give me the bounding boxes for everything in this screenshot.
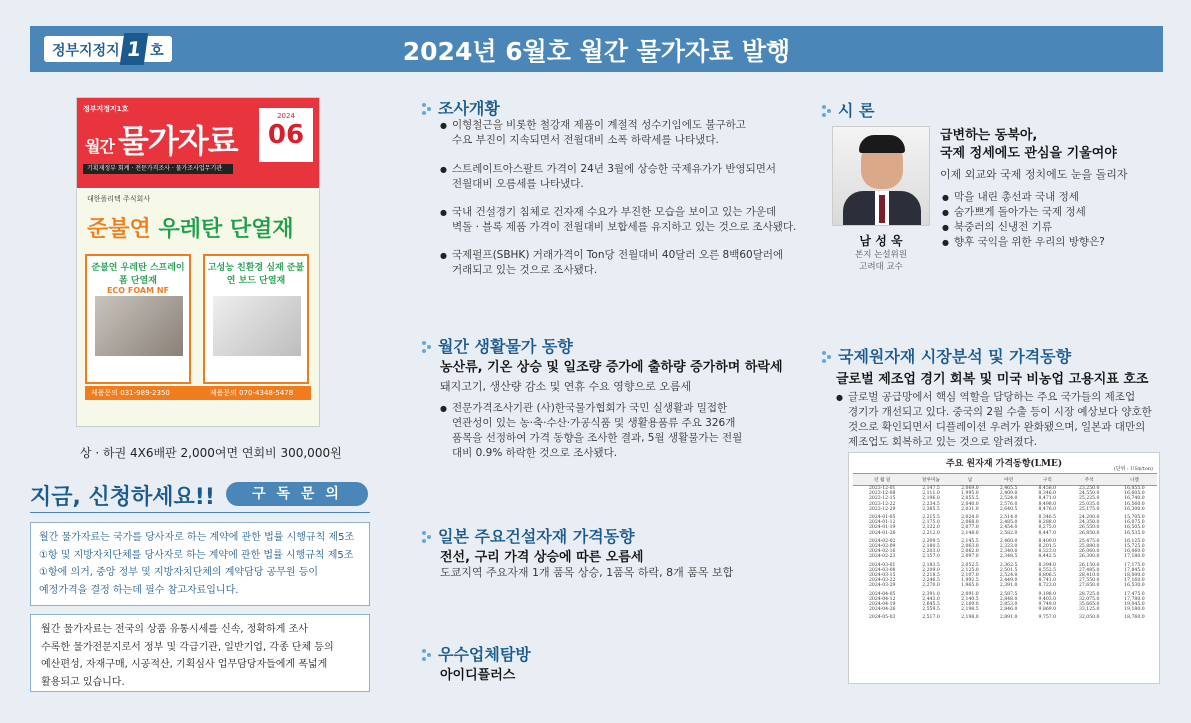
table-cell: 32,050.0 xyxy=(1079,615,1100,621)
table-cell: 2,582.0 xyxy=(999,530,1018,536)
table-cell: 2,645.5 xyxy=(922,602,940,608)
table-cell: 2,097.0 xyxy=(961,554,979,560)
ad-product-box-1 xyxy=(85,254,191,384)
living-item-line: ● 전문가격조사기관 (사)한국물가협회가 국민 실생활과 밀접한 xyxy=(452,402,728,414)
intl-subtitle: 글로벌 제조업 경기 회복 및 미국 비농업 고용지표 호조 xyxy=(836,372,1149,387)
table-cell: 2,147.5 xyxy=(922,486,940,491)
description-line: 활용되고 있습니다. xyxy=(41,676,125,688)
table-cell: 2024-03-01 xyxy=(868,562,896,568)
cover-masthead xyxy=(77,98,319,188)
cover-issue-month: 06 xyxy=(267,120,305,150)
table-cell: 2,063.0 xyxy=(961,544,979,550)
table-cell: 9,869.0 xyxy=(1038,607,1057,613)
table-cell: 2024-02-09 xyxy=(868,544,896,550)
table-cell: 26,150.0 xyxy=(1079,562,1100,568)
bullet-dots-icon xyxy=(422,647,436,661)
table-cell: 2,125.0 xyxy=(961,567,979,573)
lme-table xyxy=(853,473,1157,621)
ad-product-name-1: 준불연 우레탄 스프레이 폼 단열재 xyxy=(91,263,185,286)
table-cell: 27,550.0 xyxy=(1079,578,1100,584)
living-subtitle: 농산류, 기온 상승 및 일조량 증가에 출하량 증가하며 하락세 xyxy=(440,360,783,375)
table-cell: 24,200.0 xyxy=(1079,515,1100,521)
table-cell: 16,740.0 xyxy=(1124,496,1145,502)
legal-line: 월간 물가자료는 국가를 당사자로 하는 계약에 관한 법률 시행규칙 제5조 xyxy=(39,532,355,543)
living-item-line: 품목을 선정하여 가격 동향을 조사한 결과, 5월 생활물가는 전월 xyxy=(452,432,743,444)
table-cell: 9,749.0 xyxy=(1038,602,1057,608)
survey-section-title xyxy=(422,96,500,119)
table-cell: 8,346.0 xyxy=(1038,491,1057,497)
table-cell: 2,218.5 xyxy=(922,573,940,579)
ad-contact-bar xyxy=(85,386,311,400)
table-cell: 2,183.5 xyxy=(922,562,940,568)
bullet-dots-icon xyxy=(822,103,836,117)
table-cell: 8,447.0 xyxy=(1038,530,1057,536)
table-cell: 19,180.0 xyxy=(1124,607,1145,613)
table-cell: 2,091.0 xyxy=(961,591,979,597)
tag-suffix: 호 xyxy=(150,43,164,59)
table-cell: 25,880.0 xyxy=(1079,544,1100,550)
table-cell: 2024-02-16 xyxy=(868,549,896,555)
table-cell: 2,559.5 xyxy=(922,607,940,613)
survey-item-line: 벽돌 · 블록 제품 가격이 전월대비 보합세를 유지하고 있는 것으로 조사됐다. xyxy=(452,221,797,233)
table-cell: 2,160.0 xyxy=(961,602,979,608)
table-cell: 16,605.0 xyxy=(1124,491,1145,497)
table-cell: 2,576.0 xyxy=(999,501,1018,507)
table-cell: 2023-12-15 xyxy=(868,496,896,502)
table-header-cell: 년 월 일 xyxy=(853,474,911,486)
subscribe-cta: 지금, 신청하세요!! xyxy=(30,485,215,510)
survey-item-line: ● 국내 건설경기 침체로 건자재 수요가 부진한 모습을 보이고 있는 가운데 xyxy=(452,206,777,218)
author-role-line: 고려대 교수 xyxy=(859,262,903,272)
table-cell: 17,475.0 xyxy=(1124,591,1145,597)
magazine-cover-image[interactable] xyxy=(76,97,320,427)
table-cell: 17,175.0 xyxy=(1124,562,1145,568)
table-cell: 8,498.0 xyxy=(1038,501,1057,507)
cover-title-small: 월간 xyxy=(85,137,114,156)
table-row xyxy=(853,615,1157,620)
table-cell: 2023-12-22 xyxy=(868,501,896,507)
table-cell: 2,062.0 xyxy=(961,549,979,555)
table-cell: 15,725.0 xyxy=(1124,544,1145,550)
author-role-line: 본지 논설위원 xyxy=(855,250,907,260)
ad-product-title-2: 고성능 친환경 심재 준불연 보드 단열재 xyxy=(207,263,305,286)
table-cell: 8,323.0 xyxy=(1038,549,1057,555)
table-cell: 8,201.5 xyxy=(1038,544,1057,550)
table-cell: 17,160.0 xyxy=(1124,578,1145,584)
survey-title-text: 조사개황 xyxy=(438,99,500,118)
table-cell: 2,215.5 xyxy=(922,515,940,521)
cover-badge: 정부지정지1호 xyxy=(83,105,129,113)
table-cell: 2,198.0 xyxy=(961,615,979,621)
cover-issue-year: 2024 xyxy=(277,112,295,120)
description-line: 월간 물가자료는 전국의 상품 유통시세를 신속, 정확하게 조사 xyxy=(41,624,308,635)
table-cell: 17,180.0 xyxy=(1124,554,1145,560)
living-title-text: 월간 생활물가 동향 xyxy=(438,337,573,356)
survey-item xyxy=(452,162,812,192)
legal-info-box xyxy=(30,522,370,606)
japan-title-text: 일본 주요건설자재 가격동향 xyxy=(438,527,635,546)
table-header-cell: 알루미늄 xyxy=(911,474,950,486)
table-cell: 2,055.5 xyxy=(961,496,979,502)
table-cell: 2,524.0 xyxy=(999,573,1018,579)
table-cell: 8,741.0 xyxy=(1038,578,1057,584)
opinion-section-title xyxy=(822,98,874,121)
japan-section-title xyxy=(422,524,635,547)
table-cell: 2,198.5 xyxy=(961,607,979,613)
table-cell: 8,476.0 xyxy=(1038,506,1057,512)
table-cell: 18,000.0 xyxy=(1124,573,1145,579)
table-cell: 28,725.0 xyxy=(1079,591,1100,597)
table-cell: 2024-04-19 xyxy=(868,602,896,608)
table-cell: 2,107.0 xyxy=(961,573,979,579)
ad-headline xyxy=(87,212,294,243)
table-cell: 23,250.0 xyxy=(1079,486,1100,491)
table-cell: 2,340.0 xyxy=(999,549,1018,555)
opinion-item: ● 막을 내린 총선과 국내 정세 xyxy=(954,190,1079,205)
table-cell: 17,780.0 xyxy=(1124,596,1145,602)
table-cell: 2024-03-15 xyxy=(868,573,896,579)
table-cell: 2,140.5 xyxy=(961,596,979,602)
cover-title-main: 물가자료 xyxy=(117,122,238,160)
table-cell: 2,031.0 xyxy=(961,506,979,512)
table-header-cell: 아연 xyxy=(989,474,1028,486)
table-cell: 2,024.0 xyxy=(961,515,979,521)
table-cell: 16,505.0 xyxy=(1124,525,1145,531)
bullet-dots-icon xyxy=(422,339,436,353)
table-cell: 9,198.0 xyxy=(1038,591,1057,597)
ad-product-box-2 xyxy=(203,254,309,384)
opinion-headline-2: 국제 정세에도 관심을 기울여야 xyxy=(940,146,1117,161)
table-cell: 2024-01-19 xyxy=(868,525,896,531)
table-cell: 8,275.0 xyxy=(1038,525,1057,531)
table-cell: 35,665.0 xyxy=(1079,602,1100,608)
table-cell: 2,454.0 xyxy=(999,525,1018,531)
table-cell: 2,040.0 xyxy=(961,501,979,507)
opinion-item: ● 북중러의 신냉전 기류 xyxy=(954,220,1052,235)
table-cell: 8,400.0 xyxy=(1038,538,1057,544)
table-cell: 17,845.0 xyxy=(1124,567,1145,573)
ad-product-photo-1 xyxy=(95,296,183,356)
survey-item-line: 전월대비 오름세를 나타냈다. xyxy=(452,178,584,190)
intl-item xyxy=(848,390,1160,450)
lme-table-title: 주요 원자재 가격동향(LME) xyxy=(945,459,1063,469)
cover-advertisement xyxy=(77,190,319,427)
table-cell: 8,723.0 xyxy=(1038,583,1057,589)
table-cell: 2,209.0 xyxy=(922,567,940,573)
table-cell: 2,246.5 xyxy=(922,578,940,584)
japan-note: 도쿄지역 주요자재 1개 품목 상승, 1품목 하락, 8개 품목 보합 xyxy=(440,566,734,579)
table-cell: 16,560.0 xyxy=(1124,501,1145,507)
table-cell: 2023-12-01 xyxy=(868,486,896,491)
table-cell: 2,212.0 xyxy=(922,530,940,536)
intl-section-title xyxy=(822,344,1071,367)
intl-item-line: 것으로 확인되면서 디플레이션 우려가 완화됐으며, 일본과 대만의 xyxy=(848,421,1146,433)
table-cell: 8,806.5 xyxy=(1038,573,1057,579)
tag-text: 정부지정지 xyxy=(52,43,120,59)
tag-number: 1 xyxy=(120,33,148,65)
table-cell: 2,465.5 xyxy=(999,486,1018,491)
table-cell: 2,485.0 xyxy=(999,520,1018,526)
table-cell: 2,069.0 xyxy=(961,486,979,491)
table-cell: 27,650.0 xyxy=(1079,583,1100,589)
table-cell: 2,848.0 xyxy=(999,596,1018,602)
table-cell: 9,403.0 xyxy=(1038,596,1057,602)
table-cell: 2024-04-05 xyxy=(868,591,896,597)
survey-item xyxy=(452,118,802,148)
living-prices-section-title xyxy=(422,334,573,357)
table-cell: 2,203.0 xyxy=(922,549,940,555)
survey-item-line: ● 이형철근을 비롯한 철강재 제품이 계절적 성수기임에도 불구하고 xyxy=(452,119,746,131)
author-photo xyxy=(832,126,930,226)
living-note: 돼지고기, 생산량 감소 및 연휴 수요 영향으로 오름세 xyxy=(440,380,692,393)
company-subtitle: 아이디플러스 xyxy=(440,668,516,683)
company-title-text: 우수업체탐방 xyxy=(438,645,531,664)
table-cell: 26,060.0 xyxy=(1079,549,1100,555)
table-cell: 2,175.0 xyxy=(922,520,940,526)
bullet-dots-icon xyxy=(422,101,436,115)
table-cell: 2,077.0 xyxy=(961,525,979,531)
table-cell: 2,640.5 xyxy=(999,506,1018,512)
description-line: 예산편성, 자재구매, 시공적산, 기획심사 업무담당자들에게 폭넓게 xyxy=(41,659,328,670)
table-cell: 2,391.0 xyxy=(922,591,940,597)
ad-contact-1: 제품문의 031-989-2350 xyxy=(91,389,170,397)
table-cell: 24,350.0 xyxy=(1079,520,1100,526)
table-cell: 24,550.0 xyxy=(1079,491,1100,497)
table-cell: 18,760.0 xyxy=(1124,615,1145,621)
bullet-dots-icon xyxy=(422,529,436,543)
table-cell: 2024-02-23 xyxy=(868,554,896,560)
table-cell: 2,157.0 xyxy=(922,554,940,560)
table-cell: 2024-03-08 xyxy=(868,567,896,573)
table-cell: 16,125.0 xyxy=(1124,538,1145,544)
table-cell: 16,535.0 xyxy=(1124,530,1145,536)
table-cell: 2,180.5 xyxy=(922,544,940,550)
lme-price-table xyxy=(848,452,1160,684)
survey-item-line: 거래되고 있는 것으로 조사됐다. xyxy=(452,264,598,276)
company-section-title xyxy=(422,642,531,665)
table-cell: 2,234.5 xyxy=(922,501,940,507)
table-cell: 32,075.0 xyxy=(1079,596,1100,602)
table-cell: 2,514.0 xyxy=(999,515,1018,521)
table-cell: 26,300.0 xyxy=(1079,554,1100,560)
cover-title xyxy=(85,116,238,162)
table-cell: 19,045.0 xyxy=(1124,602,1145,608)
table-cell: 28,410.0 xyxy=(1079,573,1100,579)
table-cell: 2,853.0 xyxy=(999,602,1018,608)
living-item-line: 대비 0.9% 하락한 것으로 조사됐다. xyxy=(452,447,618,459)
table-cell: 8,458.0 xyxy=(1038,486,1057,491)
living-item-line: 연관성이 있는 농·축·수산·가공식품 및 생활용품류 주요 326개 xyxy=(452,417,736,429)
table-cell: 25,225.0 xyxy=(1079,496,1100,502)
table-cell: 2024-02-02 xyxy=(868,538,896,544)
table-cell: 16,300.0 xyxy=(1124,506,1145,512)
ad-product-title-1 xyxy=(87,256,189,296)
table-cell: 25,475.0 xyxy=(1079,538,1100,544)
bullet-dots-icon xyxy=(822,349,836,363)
table-cell: 2,501.5 xyxy=(999,567,1018,573)
table-cell: 2024-05-03 xyxy=(868,615,896,621)
intl-item-line: 경기가 개선되고 있다. 중국의 2월 수출 등이 시장 예상보다 양호한 xyxy=(848,406,1152,418)
lme-table-unit: (단위 : US$/ton) xyxy=(1113,466,1153,472)
table-cell: 27,485.0 xyxy=(1079,567,1100,573)
survey-item-line: 수요 부진이 지속되면서 전월대비 소폭 하락세를 나타냈다. xyxy=(452,134,719,146)
table-cell: 2023-12-29 xyxy=(868,506,896,512)
table-header-cell: 주석 xyxy=(1067,474,1112,486)
table-cell: 2024-01-05 xyxy=(868,515,896,521)
table-cell: 2,362.5 xyxy=(999,562,1018,568)
table-cell: 2024-04-26 xyxy=(868,607,896,613)
ad-contact-2: 제품문의 070-4348-5478 xyxy=(209,389,294,397)
cover-subtitle: 기획재정부 회계 · 전문가격조사 · 물가조사업무기관 xyxy=(83,164,233,174)
opinion-title-text: 시 론 xyxy=(838,101,875,120)
opinion-lead: 이제 외교와 국제 정치에도 눈을 돌리자 xyxy=(940,168,1128,181)
table-cell: 2,385.5 xyxy=(922,506,940,512)
table-cell: 2,209.5 xyxy=(922,538,940,544)
survey-item-line: ● 국제펄프(SBHK) 거래가격이 Ton당 전월대비 40달러 오른 8백60달러에 xyxy=(452,249,784,261)
table-cell: 8,346.5 xyxy=(1038,515,1057,521)
legal-line: 예정가격을 결정 하는데 필수 참고자료입니다. xyxy=(39,584,239,596)
ad-headline-highlight: 준불연 xyxy=(87,217,151,242)
table-cell: 2,517.0 xyxy=(922,615,940,621)
author-role xyxy=(832,249,930,273)
table-cell: 2024-01-12 xyxy=(868,520,896,526)
table-cell: 1,995.0 xyxy=(961,491,979,497)
table-cell: 16,075.0 xyxy=(1124,520,1145,526)
table-header-cell: 니켈 xyxy=(1112,474,1157,486)
table-cell: 2,111.0 xyxy=(922,491,940,497)
ad-headline-rest: 우레탄 단열재 xyxy=(158,217,294,242)
table-cell: 2,443.0 xyxy=(922,596,940,602)
table-cell: 9,757.0 xyxy=(1038,615,1057,621)
ad-product-sub-1: ECO FOAM NF xyxy=(106,286,170,295)
page-title: 2024년 6월호 월간 물가자료 발행 xyxy=(402,37,791,66)
table-cell: 2,891.0 xyxy=(999,615,1018,621)
table-cell: 2,323.0 xyxy=(999,544,1018,550)
survey-item-line: ● 스트레이트아스팔트 가격이 24년 3월에 상승한 국제유가가 반영되면서 xyxy=(452,163,777,175)
table-cell: 2024-03-22 xyxy=(868,578,896,584)
table-cell: 25,175.0 xyxy=(1079,506,1100,512)
table-cell: 8,288.0 xyxy=(1038,520,1057,526)
table-cell: 16,060.0 xyxy=(1124,549,1145,555)
subscribe-inquiry-button[interactable]: 구 독 문 의 xyxy=(226,482,368,506)
table-cell: 2,524.0 xyxy=(999,496,1018,502)
japan-subtitle: 전선, 구리 가격 상승에 따른 오름세 xyxy=(440,550,644,565)
table-header-row xyxy=(853,474,1157,486)
intl-item-line: ● 글로벌 공급망에서 핵심 역할을 담당하는 주요 국가들의 제조업 xyxy=(848,391,1136,403)
table-cell: 2024-03-29 xyxy=(868,583,896,589)
table-header-cell: 납 xyxy=(951,474,990,486)
table-cell: 33,125.0 xyxy=(1079,607,1100,613)
living-item xyxy=(452,401,772,461)
table-cell: 26,850.0 xyxy=(1079,530,1100,536)
table-cell: 16,530.0 xyxy=(1124,583,1145,589)
table-cell: 2,409.0 xyxy=(999,491,1018,497)
table-cell: 8,552.5 xyxy=(1038,567,1057,573)
ad-company: 대한폴리텍 주식회사 xyxy=(87,195,151,203)
header-banner xyxy=(30,26,1163,72)
ad-product-photo-2 xyxy=(213,296,301,356)
table-cell: 2024-04-12 xyxy=(868,596,896,602)
table-cell: 2,052.5 xyxy=(961,562,979,568)
description-box xyxy=(30,614,370,692)
table-cell: 8,394.0 xyxy=(1038,562,1057,568)
table-cell: 16,855.0 xyxy=(1124,486,1145,491)
table-cell: 25,035.0 xyxy=(1079,501,1100,507)
table-cell: 2024-01-26 xyxy=(868,530,896,536)
table-cell: 1,992.5 xyxy=(961,578,979,584)
cover-issue-number xyxy=(259,108,313,162)
table-cell: 2,148.0 xyxy=(961,530,979,536)
table-cell: 2,391.0 xyxy=(999,583,1018,589)
legal-line: ①항 및 지방자치단체를 당사자로 하는 계약에 관한 법률 시행규칙 제5조 xyxy=(39,549,354,561)
table-cell: 8,442.5 xyxy=(1038,554,1057,560)
table-cell: 2,846.0 xyxy=(999,607,1018,613)
survey-item xyxy=(452,205,812,235)
table-cell: 1,965.0 xyxy=(961,583,979,589)
table-cell: 26,550.0 xyxy=(1079,525,1100,531)
legal-line: ①항에 의거, 중앙 정부 및 지방자치단체의 계약담당 공무원 등이 xyxy=(39,567,319,578)
survey-item xyxy=(452,248,812,278)
table-cell: 2,122.0 xyxy=(922,525,940,531)
table-cell: 2,348.5 xyxy=(999,554,1018,560)
table-cell: 2,145.5 xyxy=(961,538,979,544)
author-name: 남 성 욱 xyxy=(859,234,903,248)
intl-item-line: 제조업도 회복하고 있는 것으로 알려졌다. xyxy=(848,436,1038,448)
divider xyxy=(30,512,370,513)
table-cell: 2023-12-08 xyxy=(868,491,896,497)
table-cell: 2,587.5 xyxy=(999,591,1018,597)
table-cell: 15,705.0 xyxy=(1124,515,1145,521)
table-cell: 2,068.0 xyxy=(961,520,979,526)
opinion-headline-1: 급변하는 동북아, xyxy=(940,128,1038,143)
description-line: 수록한 물가전문지로서 정부 및 각급기관, 일반기업, 각종 단체 등의 xyxy=(41,641,334,653)
intl-title-text: 국제원자재 시장분석 및 가격동향 xyxy=(838,347,1072,366)
table-cell: 2,196.0 xyxy=(922,496,940,502)
table-header-cell: 구리 xyxy=(1028,474,1067,486)
cover-caption: 상 · 하권 4X6배판 2,000여면 연회비 300,000원 xyxy=(80,446,342,460)
opinion-item: ● 향후 국익을 위한 우리의 방향은? xyxy=(954,235,1105,250)
table-cell: 2,449.0 xyxy=(999,578,1018,584)
table-cell: 2,460.0 xyxy=(999,538,1018,544)
table-cell: 8,471.0 xyxy=(1038,496,1057,502)
table-cell: 2,270.0 xyxy=(922,583,940,589)
opinion-item: ● 숨가쁘게 돌아가는 국제 정세 xyxy=(954,205,1086,220)
